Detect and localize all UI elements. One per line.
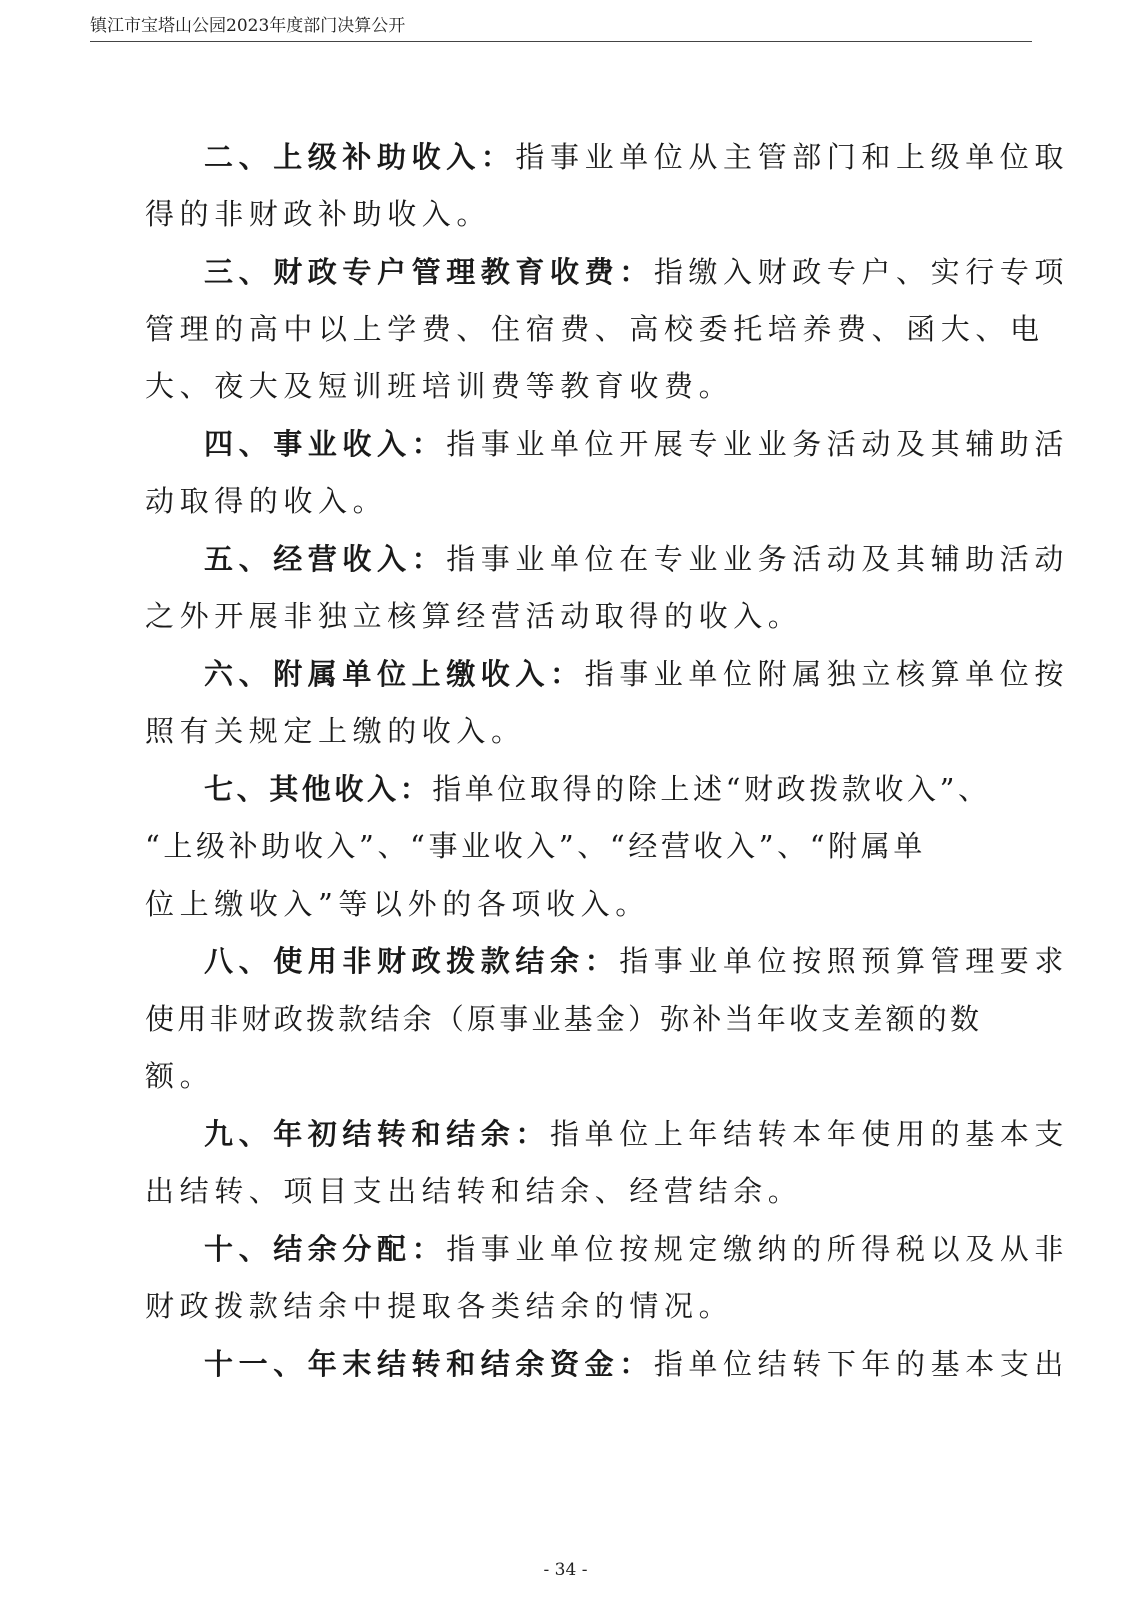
body-line <box>145 366 733 406</box>
body-line <box>204 539 1069 579</box>
line-text: 得的非财政补助收入。 <box>145 197 492 231</box>
body-line <box>145 1286 733 1326</box>
term-label: 二、上级补助收入： <box>204 140 516 174</box>
body-line <box>145 596 802 636</box>
body-line <box>145 1171 802 1211</box>
page-header <box>90 14 1032 42</box>
term-label: 十、结余分配： <box>204 1232 447 1266</box>
body-line <box>145 711 526 751</box>
line-text: “上级补助收入”、“事业收入”、“经营收入”、“附属单 <box>145 829 926 863</box>
page-number: - 34 - <box>543 1560 588 1580</box>
line-text: 指事业单位开展专业业务活动及其辅助活 <box>446 427 1070 461</box>
term-label: 七、其他收入： <box>204 772 433 806</box>
line-text: 指事业单位按规定缴纳的所得税以及从非 <box>446 1232 1070 1266</box>
body-line <box>145 884 650 924</box>
line-text: 指缴入财政专户、实行专项 <box>653 255 1070 289</box>
term-label: 八、使用非财政拨款结余： <box>204 944 620 978</box>
term-label: 十一、年末结转和结余资金： <box>204 1347 654 1381</box>
body-line <box>145 309 1045 349</box>
line-text: 财政拨款结余中提取各类结余的情况。 <box>145 1289 734 1323</box>
line-text: 指事业单位附属独立核算单位按 <box>584 657 1070 691</box>
body-line <box>204 941 1069 981</box>
line-text: 使用非财政拨款结余（原事业基金）弥补当年收支差额的数 <box>145 1002 983 1036</box>
body-line <box>145 826 926 866</box>
line-text: 指单位上年结转本年使用的基本支 <box>550 1117 1070 1151</box>
line-text: 照有关规定上缴的收入。 <box>145 714 526 748</box>
line-text: 指单位结转下年的基本支出 <box>653 1347 1070 1381</box>
line-text: 指事业单位在专业业务活动及其辅助活动 <box>446 542 1070 576</box>
term-label: 九、年初结转和结余： <box>204 1117 551 1151</box>
body-line <box>204 769 991 809</box>
line-text: 指事业单位从主管部门和上级单位取 <box>515 140 1070 174</box>
header-title: 镇江市宝塔山公园2023年度部门决算公开 <box>90 16 406 36</box>
body-line <box>204 1114 1069 1154</box>
line-text: 大、夜大及短训班培训费等教育收费。 <box>145 369 734 403</box>
body-line <box>145 194 491 234</box>
body-line <box>204 424 1069 464</box>
line-text: 动取得的收入。 <box>145 484 388 518</box>
body-line <box>204 1344 1069 1384</box>
body-line <box>204 252 1069 292</box>
line-text: 位上缴收入”等以外的各项收入。 <box>145 887 650 921</box>
line-text: 出结转、项目支出结转和结余、经营结余。 <box>145 1174 803 1208</box>
body-line <box>145 1056 214 1096</box>
body-line <box>145 999 982 1039</box>
body-line <box>204 1229 1069 1269</box>
term-label: 四、事业收入： <box>204 427 447 461</box>
term-label: 三、财政专户管理教育收费： <box>204 255 654 289</box>
term-label: 六、附属单位上缴收入： <box>204 657 585 691</box>
line-text: 额。 <box>145 1059 215 1093</box>
body-line <box>204 137 1069 177</box>
line-text: 之外开展非独立核算经营活动取得的收入。 <box>145 599 803 633</box>
line-text: 管理的高中以上学费、住宿费、高校委托培养费、函大、电 <box>145 312 1045 346</box>
term-label: 五、经营收入： <box>204 542 447 576</box>
body-line <box>204 654 1069 694</box>
line-text: 指单位取得的除上述“财政拨款收入”、 <box>432 772 991 806</box>
body-line <box>145 481 387 521</box>
line-text: 指事业单位按照预算管理要求 <box>619 944 1070 978</box>
